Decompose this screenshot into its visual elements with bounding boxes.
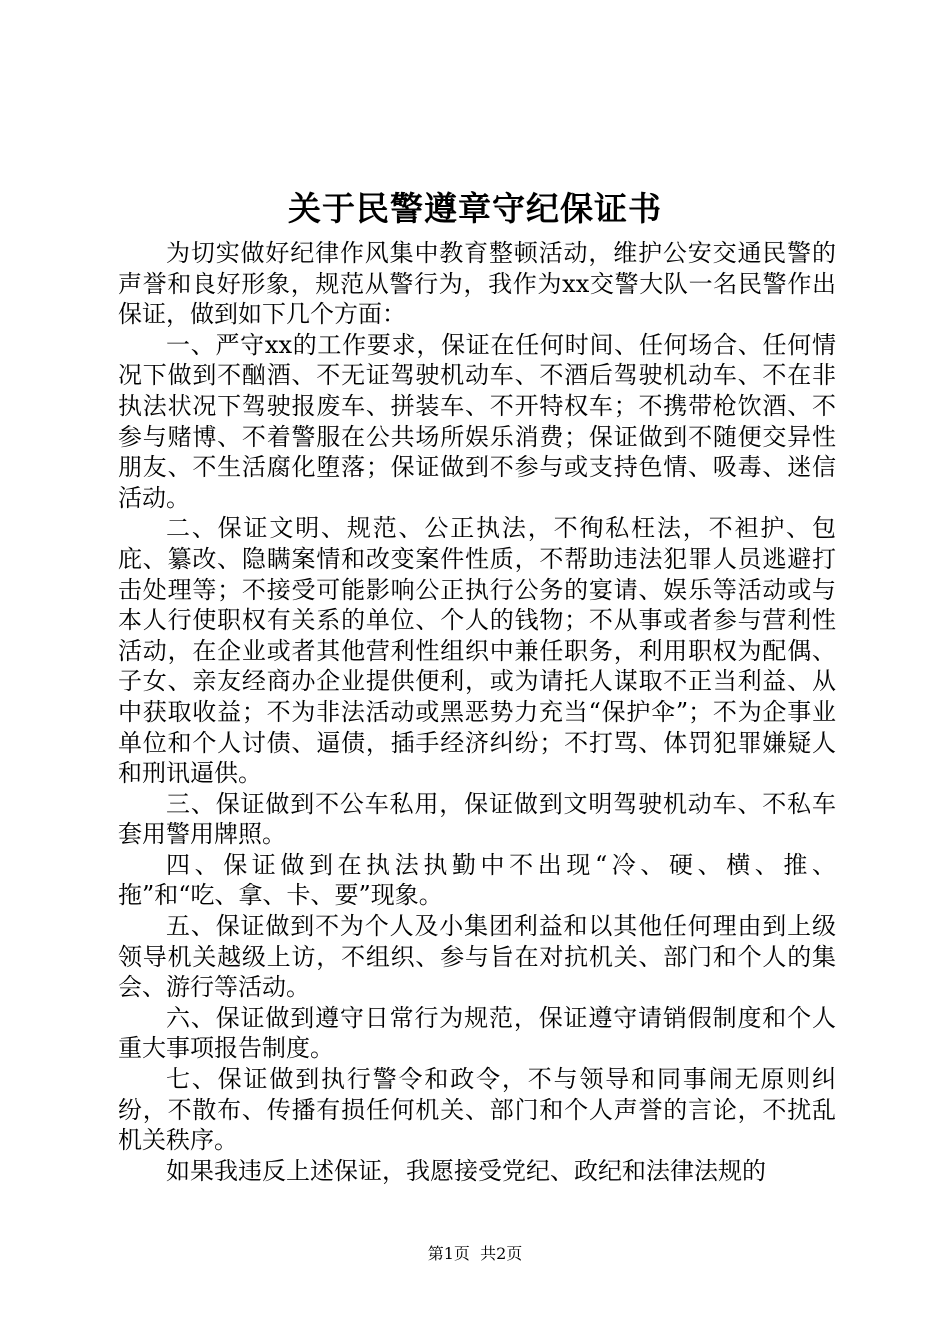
paragraph-item-1: 一、严守xx的工作要求，保证在任何时间、任何场合、任何情况下做到不酗酒、不无证驾驶机动车、不酒后驾驶机动车、不在非执法状况下驾驶报废车、拼装车、不开特权车；不携带枪饮酒、不参与赌博、不着警服在公共场所娱乐消费；保证做到不随便交异性朋友、不生活腐化堕落；保证做到不参与或支持色情、吸毒、迷信活动。 <box>118 330 836 512</box>
paragraph-item-3: 三、保证做到不公车私用，保证做到文明驾驶机动车、不私车套用警用牌照。 <box>118 789 836 849</box>
paragraph-item-4: 四、保证做到在执法执勤中不出现“冷、硬、横、推、拖”和“吃、拿、卡、要”现象。 <box>118 850 836 910</box>
document-title: 关于民警遵章守纪保证书 <box>288 189 662 228</box>
page-number-footer: 第1页 共2页 <box>427 1244 523 1263</box>
document-body <box>118 238 836 1186</box>
paragraph-item-2: 二、保证文明、规范、公正执法，不徇私枉法，不袒护、包庇、纂改、隐瞒案情和改变案件性质，不帮助违法犯罪人员逃避打击处理等；不接受可能影响公正执行公务的宴请、娱乐等活动或与本人行使职权有关系的单位、个人的钱物；不从事或者参与营利性活动，在企业或者其他营利性组织中兼任职务，利用职权为配偶、子女、亲友经商办企业提供便利，或为请托人谋取不正当利益、从中获取收益；不为非法活动或黑恶势力充当“保护伞”；不为企事业单位和个人讨债、逼债，插手经济纠纷；不打骂、体罚犯罪嫌疑人和刑讯逼供。 <box>118 514 836 788</box>
paragraph-item-7: 七、保证做到执行警令和政令，不与领导和同事闹无原则纠纷，不散布、传播有损任何机关、部门和个人声誉的言论，不扰乱机关秩序。 <box>118 1065 836 1155</box>
paragraph-closing: 如果我违反上述保证，我愿接受党纪、政纪和法律法规的 <box>166 1156 766 1185</box>
paragraph-item-5: 五、保证做到不为个人及小集团利益和以其他任何理由到上级领导机关越级上访，不组织、参与旨在对抗机关、部门和个人的集会、游行等活动。 <box>118 912 836 1002</box>
paragraph-intro: 为切实做好纪律作风集中教育整顿活动，维护公安交通民警的声誉和良好形象，规范从警行为，我作为xx交警大队一名民警作出保证，做到如下几个方面： <box>118 239 836 329</box>
paragraph-item-6: 六、保证做到遵守日常行为规范，保证遵守请销假制度和个人重大事项报告制度。 <box>118 1003 836 1063</box>
